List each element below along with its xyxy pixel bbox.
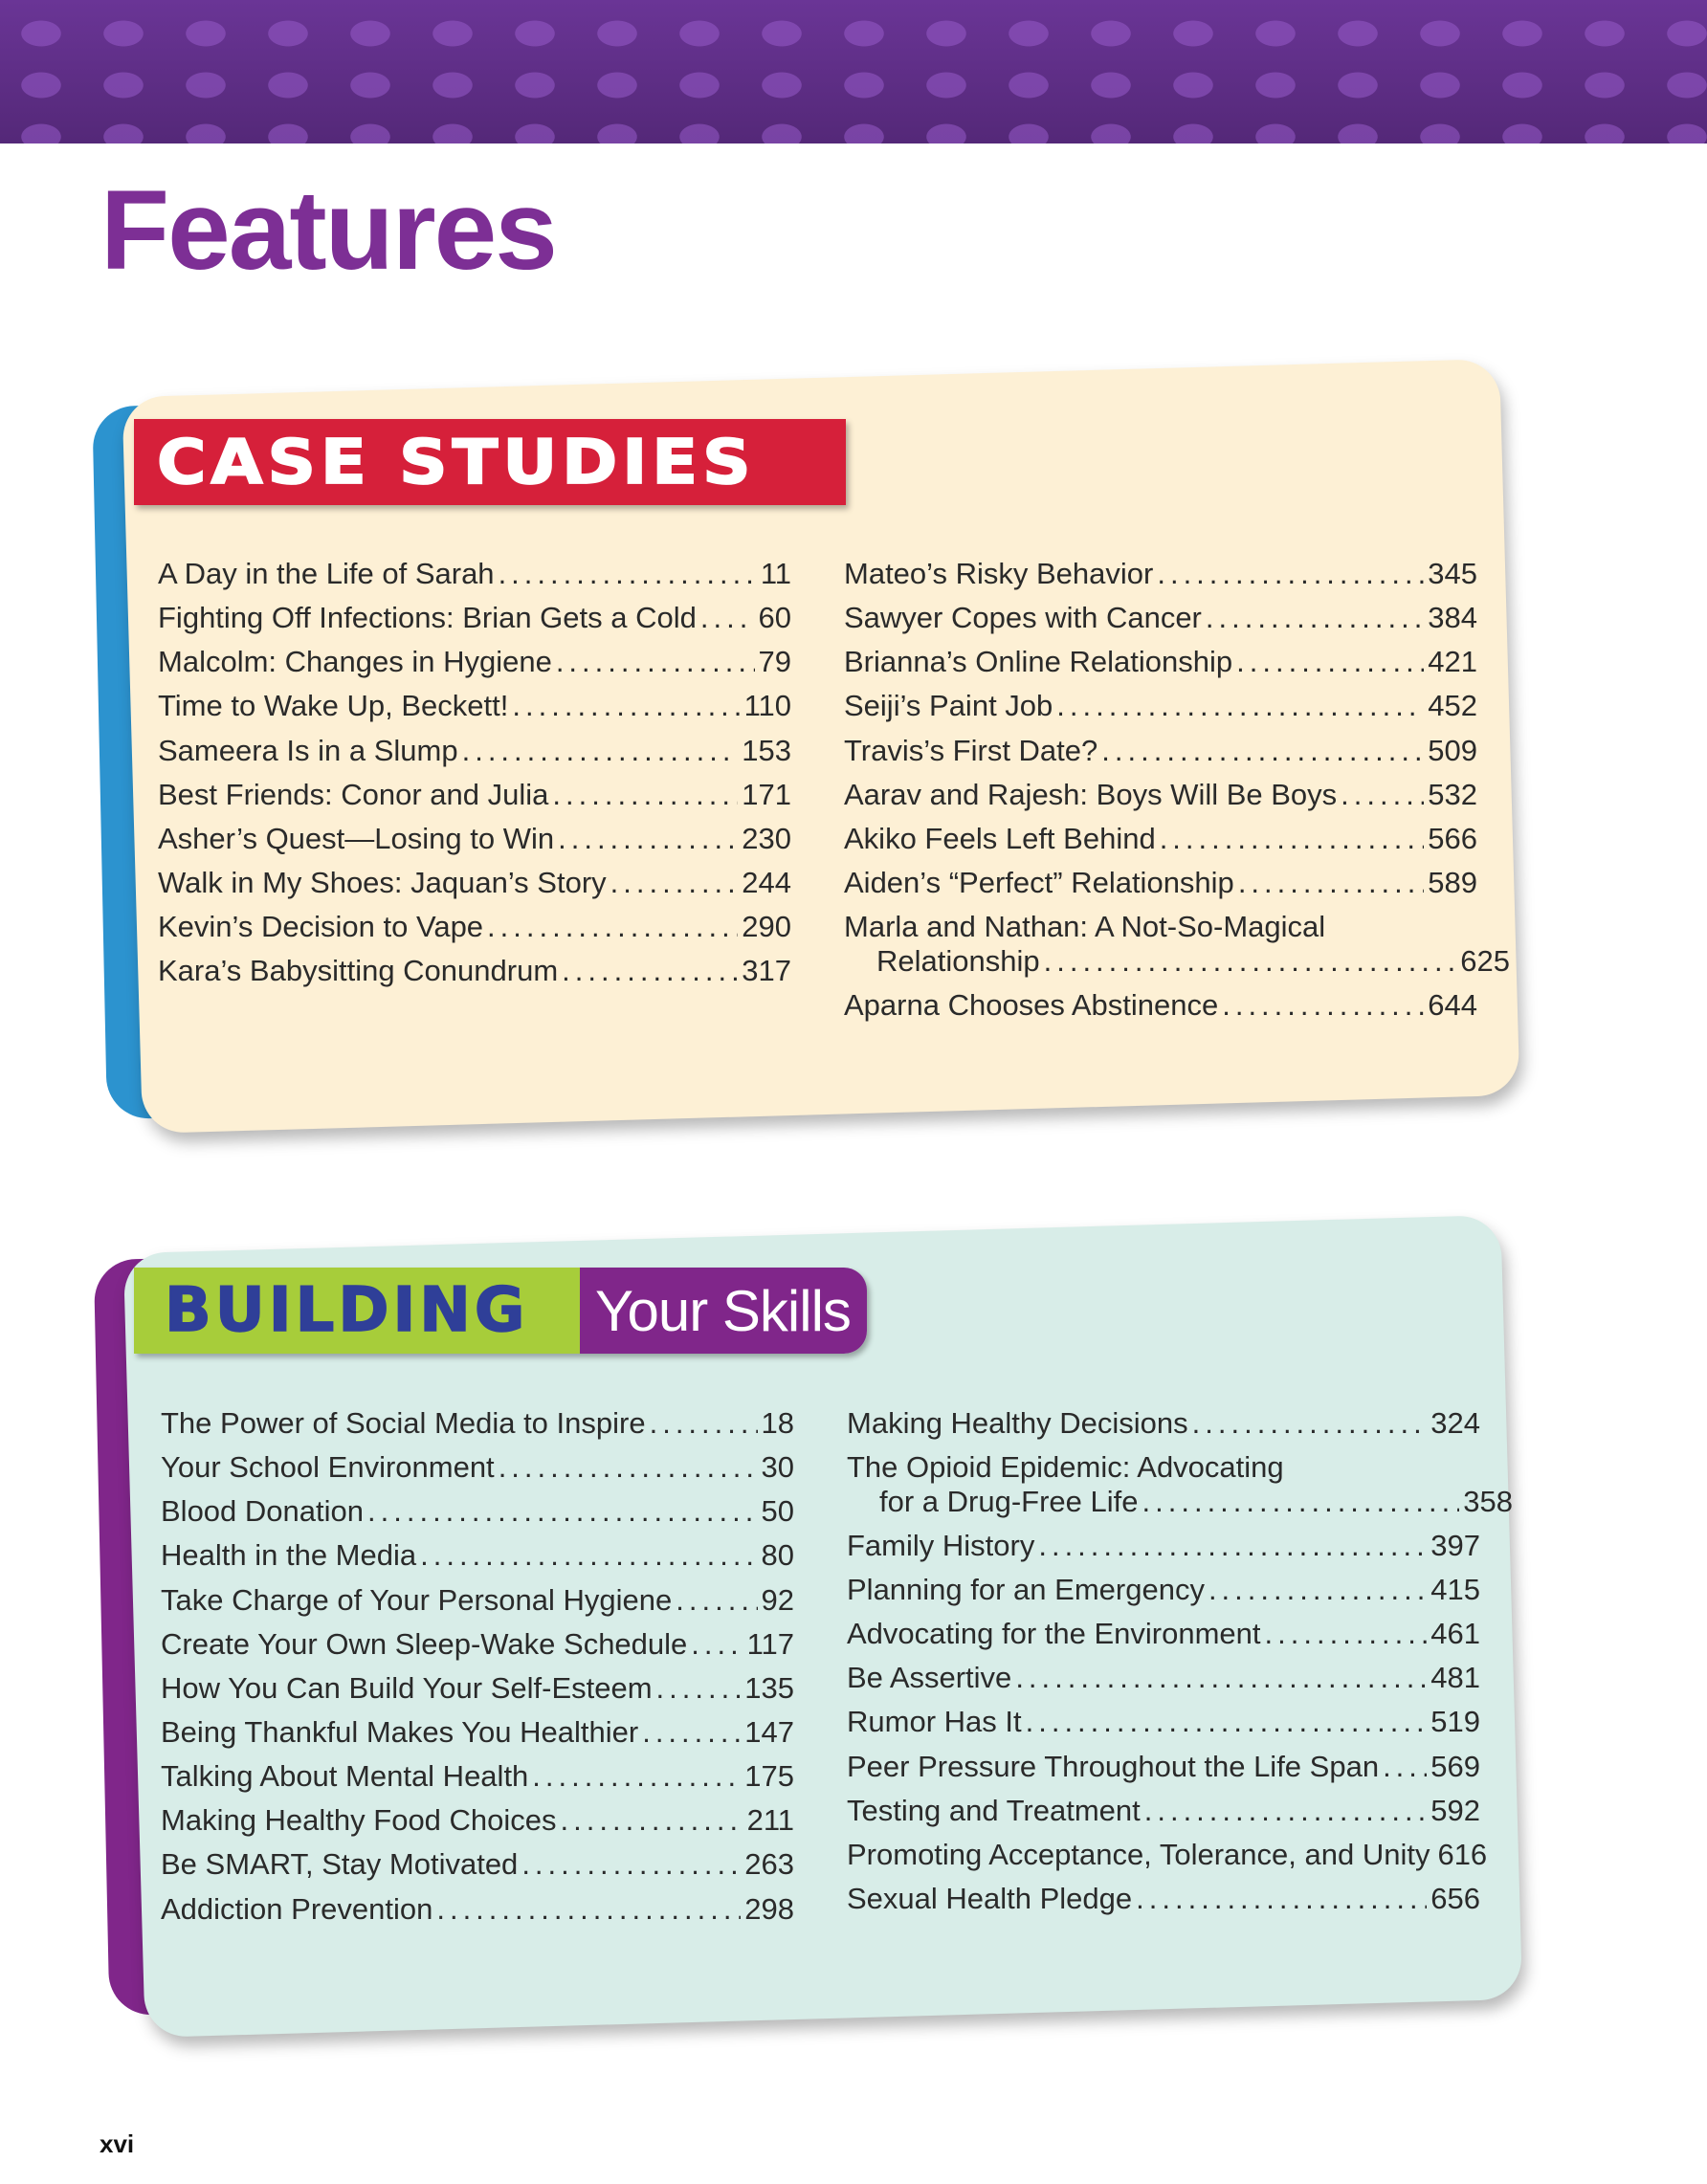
toc-entry-title: Advocating for the Environment [847, 1617, 1261, 1651]
toc-entry-page: 11 [760, 557, 791, 590]
toc-entry-title: Rumor Has It [847, 1705, 1022, 1739]
toc-entry-page: 644 [1428, 987, 1477, 1022]
toc-entry-title: Your School Environment [161, 1450, 495, 1485]
toc-entry-title: Kevin’s Decision to Vape [158, 910, 484, 944]
toc-entry-title: Aiden’s “Perfect” Relationship [844, 865, 1234, 899]
dot-leader [1015, 1661, 1427, 1695]
toc-entry[interactable] [844, 866, 1477, 900]
toc-entry[interactable] [844, 910, 1510, 978]
toc-entry-title: Mateo’s Risky Behavior [844, 557, 1154, 590]
toc-entry[interactable] [844, 822, 1477, 856]
dot-leader [1160, 822, 1425, 856]
dot-leader [610, 866, 739, 900]
toc-entry-title: Blood Donation [161, 1494, 364, 1529]
toc-entry-page: 345 [1428, 557, 1477, 590]
toc-entry-page: 117 [746, 1626, 794, 1661]
toc-entry[interactable] [161, 1627, 794, 1662]
toc-entry-page: 211 [746, 1803, 794, 1838]
dot-leader [367, 1494, 758, 1529]
dot-leader [650, 1406, 758, 1441]
dot-leader [676, 1583, 757, 1618]
toc-entry-title: How You Can Build Your Self-Esteem [161, 1670, 653, 1705]
toc-entry-page: 566 [1428, 821, 1477, 855]
toc-entry[interactable] [847, 1573, 1480, 1607]
dot-leader [700, 601, 755, 635]
toc-entry-title: Kara’s Babysitting Conundrum [158, 954, 559, 988]
toc-entry-page: 263 [744, 1847, 794, 1882]
toc-entry-title: Family History [847, 1528, 1035, 1562]
toc-entry-title: Create Your Own Sleep-Wake Schedule [161, 1626, 688, 1661]
toc-entry-title: Making Healthy Food Choices [161, 1803, 557, 1838]
dot-leader [499, 1450, 758, 1485]
toc-entry-page: 30 [761, 1450, 794, 1485]
toc-entry-page: 481 [1430, 1661, 1480, 1695]
toc-entry-page: 110 [743, 689, 791, 723]
toc-entry-title: Take Charge of Your Personal Hygiene [161, 1582, 673, 1617]
dot-leader [556, 645, 755, 679]
toc-entry-page: 625 [1460, 943, 1510, 978]
toc-entry[interactable] [847, 1529, 1480, 1563]
toc-entry[interactable] [158, 734, 791, 768]
dot-leader [487, 910, 738, 944]
dot-leader [1383, 1750, 1427, 1784]
toc-entry-page: 18 [761, 1406, 794, 1440]
toc-entry-page: 519 [1430, 1705, 1480, 1739]
toc-entry-title: Asher’s Quest—Losing to Win [158, 821, 555, 855]
toc-entry[interactable] [161, 1406, 794, 1441]
toc-entry-page: 616 [1437, 1837, 1488, 1871]
toc-entry[interactable] [161, 1803, 794, 1838]
dot-leader [436, 1892, 741, 1927]
toc-entry-page: 656 [1430, 1882, 1480, 1916]
dot-leader [642, 1715, 741, 1750]
toc-entry-page: 175 [744, 1759, 794, 1794]
dot-leader [1044, 944, 1457, 979]
toc-entry-title: Be Assertive [847, 1661, 1012, 1695]
toc-entry-page: 50 [761, 1494, 794, 1529]
toc-entry[interactable] [158, 557, 791, 591]
toc-entry-page: 290 [742, 910, 791, 944]
dot-leader [532, 1759, 741, 1794]
toc-entry[interactable] [161, 1847, 794, 1882]
toc-entry-page: 461 [1430, 1617, 1480, 1651]
toc-entry[interactable] [161, 1494, 794, 1529]
dot-leader [1238, 866, 1424, 900]
toc-entry-title: A Day in the Life of Sarah [158, 557, 495, 590]
toc-entry[interactable] [158, 822, 791, 856]
toc-entry-title: Brianna’s Online Relationship [844, 645, 1233, 679]
toc-entry[interactable] [158, 645, 791, 679]
toc-entry-title: The Power of Social Media to Inspire [161, 1406, 646, 1440]
toc-entry-title: Health in the Media [161, 1538, 417, 1573]
toc-entry[interactable] [161, 1583, 794, 1618]
your-skills-heading: Your Skills [595, 1278, 851, 1343]
toc-entry-title: Aarav and Rajesh: Boys Will Be Boys [844, 777, 1338, 811]
toc-entry-page: 135 [744, 1670, 794, 1705]
toc-entry[interactable] [844, 601, 1477, 635]
dot-leader [512, 689, 740, 723]
toc-entry[interactable] [844, 645, 1477, 679]
page-title: Features [100, 167, 556, 294]
toc-entry[interactable] [847, 1794, 1480, 1828]
dot-leader [462, 734, 739, 768]
dot-leader [1222, 988, 1424, 1023]
toc-entry[interactable] [161, 1538, 794, 1573]
toc-entry-title: Talking About Mental Health [161, 1759, 529, 1794]
toc-entry-title: Travis’s First Date? [844, 733, 1098, 767]
toc-entry[interactable] [161, 1671, 794, 1706]
toc-entry-title: Being Thankful Makes You Healthier [161, 1714, 639, 1749]
toc-entry[interactable] [158, 866, 791, 900]
dot-leader [420, 1538, 757, 1573]
dot-leader [1056, 689, 1424, 723]
toc-entry-title: Malcolm: Changes in Hygiene [158, 645, 552, 679]
toc-entry-page: 532 [1428, 777, 1477, 811]
toc-entry-title: Akiko Feels Left Behind [844, 821, 1156, 855]
case-studies-list-left [158, 557, 791, 998]
toc-entry-title-continued: Relationship [876, 943, 1040, 978]
toc-entry-page: 80 [761, 1538, 794, 1573]
dot-leader [1236, 645, 1424, 679]
toc-entry[interactable] [847, 1450, 1513, 1518]
toc-entry-page: 509 [1428, 733, 1477, 767]
toc-entry[interactable] [847, 1750, 1480, 1784]
dot-leader [499, 557, 757, 591]
dot-leader [1265, 1617, 1428, 1651]
toc-entry[interactable] [161, 1759, 794, 1794]
toc-entry-continuation [844, 944, 1510, 979]
dot-leader [691, 1627, 743, 1662]
toc-entry[interactable] [844, 557, 1477, 591]
dot-leader [1341, 778, 1424, 812]
dot-leader [1157, 557, 1424, 591]
toc-entry[interactable] [847, 1705, 1480, 1739]
toc-entry[interactable] [844, 988, 1477, 1023]
dot-leader [1206, 601, 1424, 635]
toc-entry-page: 592 [1430, 1793, 1480, 1827]
toc-entry-title: Walk in My Shoes: Jaquan’s Story [158, 865, 607, 899]
toc-entry[interactable] [158, 778, 791, 812]
toc-entry-title: Be SMART, Stay Motivated [161, 1847, 519, 1882]
decorative-header-banner [0, 0, 1707, 143]
toc-entry-title: Peer Pressure Throughout the Life Span [847, 1749, 1380, 1783]
toc-entry[interactable] [161, 1450, 794, 1485]
toc-entry[interactable] [847, 1406, 1480, 1441]
toc-entry-title: Sameera Is in a Slump [158, 733, 458, 767]
your-skills-heading-block [580, 1268, 867, 1354]
dot-leader [521, 1847, 741, 1882]
dot-leader [561, 1803, 743, 1838]
toc-entry-page: 244 [742, 865, 791, 899]
toc-entry[interactable] [844, 734, 1477, 768]
toc-entry[interactable] [158, 910, 791, 944]
case-studies-list-right [844, 557, 1510, 1032]
toc-entry-title: Sexual Health Pledge [847, 1882, 1133, 1916]
toc-entry[interactable] [844, 689, 1477, 723]
toc-entry[interactable] [847, 1882, 1480, 1916]
toc-entry-title: Sawyer Copes with Cancer [844, 601, 1202, 635]
toc-entry-title: Marla and Nathan: A Not-So-Magical [844, 910, 1326, 944]
building-heading-block [134, 1268, 580, 1354]
toc-entry-title: Fighting Off Infections: Brian Gets a Cold [158, 601, 697, 635]
toc-entry-title: Making Healthy Decisions [847, 1406, 1188, 1440]
toc-entry-page: 171 [742, 777, 791, 811]
toc-entry[interactable] [158, 601, 791, 635]
toc-entry-page: 324 [1430, 1406, 1480, 1440]
toc-entry[interactable] [161, 1715, 794, 1750]
page-number: xvi [100, 2129, 135, 2158]
toc-entry-title: Aparna Chooses Abstinence [844, 987, 1219, 1022]
toc-entry-page: 397 [1430, 1528, 1480, 1562]
toc-entry-page: 298 [744, 1891, 794, 1926]
toc-entry-title-continued: for a Drug-Free Life [879, 1484, 1139, 1518]
toc-entry[interactable] [161, 1892, 794, 1927]
dot-leader [1142, 1485, 1460, 1519]
dot-leader [1038, 1529, 1427, 1563]
building-skills-list-right [847, 1406, 1513, 1926]
toc-entry-page: 384 [1428, 601, 1477, 635]
building-heading: BUILDING [165, 1275, 529, 1346]
toc-entry-page: 569 [1430, 1749, 1480, 1783]
toc-entry-title: Testing and Treatment [847, 1793, 1141, 1827]
dot-leader [1101, 734, 1424, 768]
dot-leader [552, 778, 738, 812]
toc-entry[interactable] [158, 689, 791, 723]
case-studies-heading: CASE STUDIES [157, 426, 756, 498]
toc-entry-page: 589 [1428, 865, 1477, 899]
dot-leader [562, 954, 738, 988]
toc-entry[interactable] [847, 1661, 1480, 1695]
toc-entry[interactable] [158, 954, 791, 988]
toc-entry-page: 153 [742, 733, 791, 767]
dot-leader [1192, 1406, 1428, 1441]
toc-entry[interactable] [847, 1837, 1488, 1872]
toc-entry-page: 317 [742, 954, 791, 988]
toc-entry-page: 79 [758, 645, 791, 679]
toc-entry-title: Addiction Prevention [161, 1891, 433, 1926]
toc-entry[interactable] [847, 1617, 1480, 1651]
building-skills-list-left [161, 1406, 794, 1936]
toc-entry-page: 358 [1463, 1484, 1513, 1518]
toc-entry-title: Planning for an Emergency [847, 1573, 1205, 1607]
toc-entry-title: Time to Wake Up, Beckett! [158, 689, 509, 723]
toc-entry-page: 60 [758, 601, 791, 635]
dot-leader [558, 822, 738, 856]
toc-entry-page: 147 [744, 1714, 794, 1749]
toc-entry-page: 92 [761, 1582, 794, 1617]
toc-entry[interactable] [844, 778, 1477, 812]
case-studies-heading-banner [134, 419, 846, 505]
toc-entry-title: Seiji’s Paint Job [844, 689, 1053, 723]
dot-leader [1208, 1573, 1427, 1607]
toc-entry-title: The Opioid Epidemic: Advocating [847, 1450, 1284, 1485]
toc-entry-page: 452 [1428, 689, 1477, 723]
building-skills-heading-banner [134, 1268, 867, 1354]
toc-entry-title: Best Friends: Conor and Julia [158, 777, 549, 811]
dot-leader [1136, 1882, 1427, 1916]
toc-entry-page: 415 [1430, 1573, 1480, 1607]
dot-leader [1144, 1794, 1428, 1828]
toc-entry-title: Promoting Acceptance, Tolerance, and Unity [847, 1837, 1430, 1871]
toc-entry-page: 230 [742, 821, 791, 855]
dot-leader [656, 1671, 742, 1706]
dot-leader [1026, 1705, 1428, 1739]
toc-entry-page: 421 [1428, 645, 1477, 679]
toc-entry-continuation [847, 1485, 1513, 1519]
